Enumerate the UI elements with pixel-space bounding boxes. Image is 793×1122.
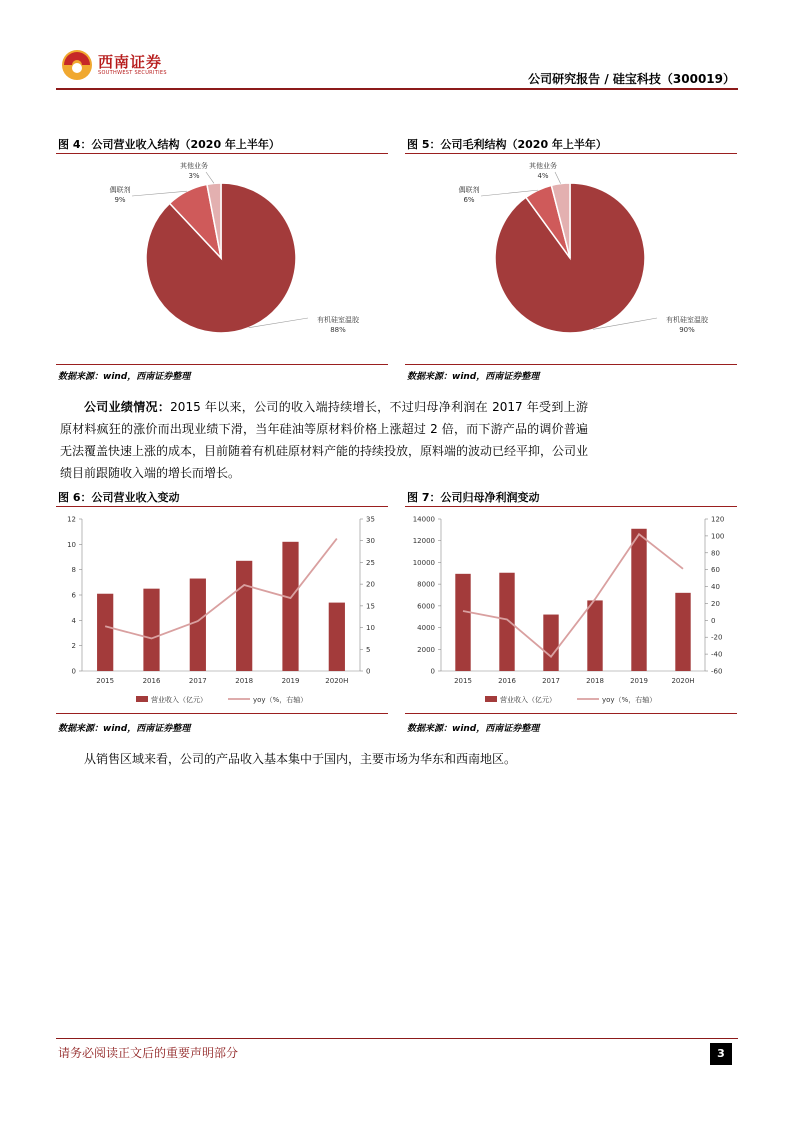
- fig6-bar-2017: [190, 579, 206, 671]
- fig6-bar-2019: [282, 542, 298, 671]
- fig4-chart: [56, 153, 388, 365]
- fig6-legend-line-label: yoy（%，右轴）: [253, 696, 308, 704]
- fig6-xtick: 2016: [142, 677, 161, 685]
- fig7-combo-svg: [405, 507, 737, 713]
- fig6-ytick: 2: [71, 642, 76, 651]
- fig5-pct-0: 90%: [679, 326, 695, 334]
- fig6-y2tick: 25: [366, 558, 375, 567]
- fig7-legend-bar-swatch: [485, 696, 497, 702]
- logo-en: SOUTHWEST SECURITIES: [98, 70, 167, 76]
- fig6-ytick: 0: [71, 667, 76, 676]
- fig7-y2tick: 100: [711, 532, 725, 541]
- fig6-xtick: 2019: [281, 677, 300, 685]
- fig7-ytick: 10000: [412, 558, 435, 567]
- paragraph-lead: 公司业绩情况：: [84, 400, 171, 414]
- fig7-xtick: 2016: [498, 677, 516, 685]
- fig6-y2tick: 10: [366, 624, 375, 633]
- fig6-ytick: 8: [71, 566, 76, 575]
- fig6-legend-bar-swatch: [136, 696, 148, 702]
- fig5-pct-1: 6%: [463, 196, 475, 204]
- page-number: 3: [710, 1043, 732, 1065]
- fig7-chart: [405, 506, 737, 714]
- fig5-source: 数据来源：wind，西南证券整理: [407, 372, 540, 382]
- fig7-bar-2019: [631, 529, 646, 671]
- report-title: 公司研究报告 / 硅宝科技（300019）: [528, 72, 735, 86]
- fig4-leader-2: [206, 172, 214, 183]
- fig6-xtick: 2015: [96, 677, 115, 685]
- fig5-pct-2: 4%: [537, 172, 549, 180]
- fig7-y2tick: -20: [711, 633, 723, 642]
- fig6-ytick: 6: [71, 591, 76, 600]
- fig7-ytick: 4000: [417, 624, 435, 633]
- fig5-label-0: 有机硅室温胶: [666, 316, 708, 324]
- fig6-ytick: 10: [67, 540, 76, 549]
- sales-region-paragraph: 从销售区域来看，公司的产品收入基本集中于国内，主要市场为华东和西南地区。: [84, 752, 517, 766]
- fig7-ytick: 8000: [417, 580, 435, 589]
- fig7-title: 图 7：公司归母净利润变动: [407, 491, 540, 504]
- fig7-y2tick: 20: [711, 599, 720, 608]
- fig7-yoy-line: [463, 534, 683, 656]
- fig7-xtick: 2015: [454, 677, 472, 685]
- fig6-yoy-line: [105, 539, 337, 639]
- fig7-ytick: 6000: [417, 602, 435, 611]
- fig7-y2tick: 120: [711, 515, 725, 524]
- fig4-title: 图 4：公司营业收入结构（2020 年上半年）: [58, 138, 280, 151]
- fig7-xtick: 2018: [586, 677, 604, 685]
- fig6-y2tick: 0: [366, 667, 371, 676]
- fig4-label-2: 其他业务: [180, 162, 208, 170]
- fig7-bar-2020H: [675, 593, 690, 671]
- fig7-legend-bar-label: 营业收入（亿元）: [500, 696, 556, 704]
- header-rule: [56, 88, 738, 90]
- fig4-pct-2: 3%: [188, 172, 200, 180]
- fig6-y2tick: 20: [366, 580, 375, 589]
- fig6-y2tick: 35: [366, 515, 375, 524]
- fig6-title: 图 6：公司营业收入变动: [58, 491, 180, 504]
- fig5-pie-svg: [405, 154, 737, 364]
- fig7-y2tick: 40: [711, 583, 720, 592]
- fig5-chart: [405, 153, 737, 365]
- logo: [60, 48, 180, 80]
- footer-notice: 请务必阅读正文后的重要声明部分: [58, 1046, 239, 1060]
- fig6-xtick: 2018: [235, 677, 254, 685]
- fig6-bar-2018: [236, 561, 252, 671]
- fig4-label-1: 偶联剂: [109, 186, 131, 194]
- fig7-bar-2018: [587, 600, 602, 671]
- fig7-source: 数据来源：wind，西南证券整理: [407, 724, 540, 734]
- fig5-title: 图 5：公司毛利结构（2020 年上半年）: [407, 138, 607, 151]
- fig6-bar-2016: [143, 589, 159, 671]
- fig6-legend-bar-label: 营业收入（亿元）: [151, 696, 207, 704]
- fig7-y2tick: 0: [711, 616, 716, 625]
- fig7-xtick: 2019: [630, 677, 648, 685]
- fig7-ytick: 14000: [412, 515, 435, 524]
- performance-paragraph: [60, 396, 588, 484]
- fig6-y2tick: 5: [366, 645, 371, 654]
- fig6-source: 数据来源：wind，西南证券整理: [58, 724, 191, 734]
- fig7-bar-2016: [499, 573, 514, 671]
- fig7-legend-line-label: yoy（%，右轴）: [602, 696, 657, 704]
- fig6-y2tick: 30: [366, 537, 375, 546]
- fig6-bar-2015: [97, 594, 113, 671]
- fig4-source: 数据来源：wind，西南证券整理: [58, 372, 191, 382]
- fig4-pct-1: 9%: [114, 196, 126, 204]
- fig6-y2tick: 15: [366, 602, 375, 611]
- fig6-chart: [56, 506, 388, 714]
- fig6-ytick: 4: [71, 616, 76, 625]
- logo-cn: 西南证券: [98, 53, 163, 71]
- logo-emblem-icon: [60, 48, 94, 82]
- fig4-pie-svg: [56, 154, 388, 364]
- fig6-xtick: 2020H: [325, 677, 349, 685]
- fig7-xtick: 2020H: [671, 677, 695, 685]
- fig4-pct-0: 88%: [330, 326, 346, 334]
- fig7-y2tick: -60: [711, 667, 723, 676]
- fig6-combo-svg: [56, 507, 388, 713]
- fig6-xtick: 2017: [188, 677, 207, 685]
- fig7-ytick: 0: [430, 667, 435, 676]
- paragraph-body: 2015 年以来，公司的收入端持续增长，不过归母净利润在 2017 年受到上游原材料疯狂的涨价而出现业绩下滑，当年硅油等原材料价格上涨超过 2 倍，而下游产品的调价普遍无法覆盖快速上涨的成本，目前随着有机硅原材料产能的持续投放，原料端的波动已经平抑，公司业绩目前跟随收入端的增长而增长。: [60, 400, 589, 480]
- fig7-ytick: 2000: [417, 645, 435, 654]
- fig6-ytick: 12: [67, 515, 76, 524]
- fig7-y2tick: 60: [711, 566, 720, 575]
- fig7-y2tick: -40: [711, 650, 723, 659]
- fig4-label-0: 有机硅室温胶: [317, 316, 359, 324]
- fig7-y2tick: 80: [711, 549, 720, 558]
- fig5-label-2: 其他业务: [529, 162, 557, 170]
- fig7-ytick: 12000: [412, 537, 435, 546]
- fig6-bar-2020H: [329, 603, 345, 671]
- fig7-bar-2017: [543, 615, 558, 671]
- footer-rule: [56, 1038, 738, 1039]
- fig5-label-1: 偶联剂: [458, 186, 480, 194]
- fig7-bar-2015: [455, 574, 470, 671]
- fig5-leader-2: [555, 172, 561, 184]
- fig7-xtick: 2017: [542, 677, 560, 685]
